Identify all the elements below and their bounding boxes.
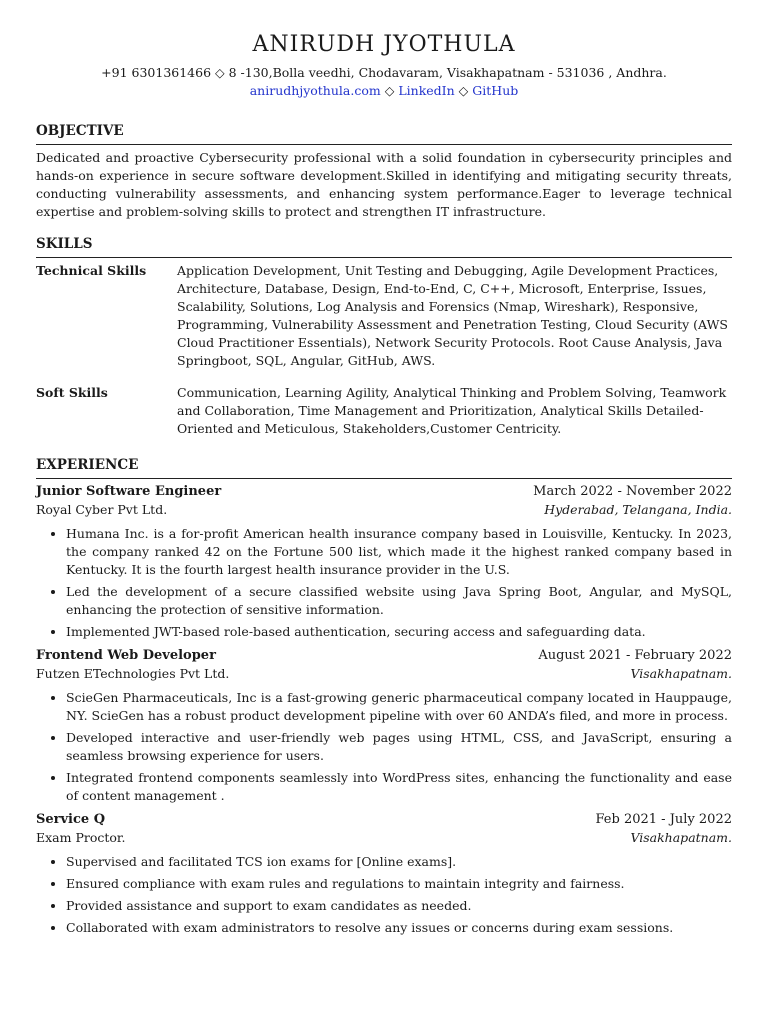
- job-entry: [36, 811, 732, 937]
- bullet-item: • Supervised and facilitated TCS ion exams for [Online exams].: [66, 853, 732, 871]
- link-separator: ◇: [458, 83, 469, 98]
- job-dates: Feb 2021 - July 2022: [595, 812, 732, 827]
- objective-text: Dedicated and proactive Cybersecurity professional with a solid foundation in cybersecurity principles and hands-on experience in secure software development.Skilled in identifying and mitigating security threats, conducting vulnerability assessments, and enhancing system performance.Eager to leverage technical expertise and problem-solving skills to protect and strengthen IT infrastructure.: [36, 150, 732, 219]
- job-header: [36, 811, 732, 829]
- bullet-item: • Developed interactive and user-friendly web pages using HTML, CSS, and JavaScript, ensuring a seamless browsing experience for users.: [66, 729, 732, 765]
- job-location: Hyderabad, Telangana, India.: [544, 502, 732, 517]
- bullet-item: • ScieGen Pharmaceuticals, Inc is a fast-growing generic pharmaceutical company located in Hauppauge, NY. ScieGen has a robust product development pipeline with over 60 ANDA’s filed, and more in process.: [66, 689, 732, 725]
- bullet-item: • Implemented JWT-based role-based authentication, securing access and safeguarding data.: [66, 623, 732, 641]
- job-header: [36, 647, 732, 665]
- website-link[interactable]: anirudhjyothula.com: [249, 83, 381, 98]
- job-bullets: [36, 689, 732, 805]
- job-title: Frontend Web Developer: [36, 648, 216, 663]
- contact-line: +91 6301361466 ◇ 8 -130,Bolla veedhi, Chodavaram, Visakhapatnam - 531036 , Andhra.: [101, 65, 667, 80]
- job-title: Service Q: [36, 812, 106, 827]
- job-title: Junior Software Engineer: [36, 484, 222, 499]
- skill-text: Application Development, Unit Testing and Debugging, Agile Development Practices, Architecture, Database, Design, End-to-End, C, C++, Microsoft, Enterprise, Issues, Scalability, Solutions, Log Analysis and Forensics (Nmap, Wireshark), Responsive, Programming, Vulnerability Assessment and Penetration Testing, Cloud Security (AWS Cloud Practitioner Essentials), Network Security Protocols. Root Cause Analysis, Java Springboot, SQL, Angular, GitHub, AWS.: [177, 263, 728, 368]
- job-subheader: [36, 501, 732, 519]
- github-link[interactable]: GitHub: [472, 83, 519, 98]
- job-entry: [36, 647, 732, 805]
- bullet-item: • Ensured compliance with exam rules and regulations to maintain integrity and fairness.: [66, 875, 732, 893]
- candidate-name: ANIRUDH JYOTHULA: [252, 32, 516, 57]
- job-bullets: [36, 525, 732, 641]
- skill-row-technical: [36, 262, 732, 370]
- section-divider: [36, 478, 732, 479]
- job-company: Exam Proctor.: [36, 830, 126, 845]
- skill-label: Technical Skills: [36, 263, 147, 278]
- skills-section: [36, 235, 732, 438]
- link-separator: ◇: [384, 83, 395, 98]
- section-title-experience: EXPERIENCE: [36, 457, 139, 473]
- skill-row-soft: [36, 384, 732, 438]
- skill-text: Communication, Learning Agility, Analytical Thinking and Problem Solving, Teamwork and Collaboration, Time Management and Prioritization, Analytical Skills Detailed-Oriented and Meticulous, Stakeholders,Customer Centricity.: [177, 385, 727, 436]
- link-row: [36, 82, 732, 100]
- job-company: Royal Cyber Pvt Ltd.: [36, 502, 168, 517]
- bullet-item: • Integrated frontend components seamlessly into WordPress sites, enhancing the functionality and ease of content management .: [66, 769, 732, 805]
- job-location: Visakhapatnam.: [630, 830, 732, 845]
- section-divider: [36, 257, 732, 258]
- bullet-item: • Led the development of a secure classified website using Java Spring Boot, Angular, and MySQL, enhancing the protection of sensitive information.: [66, 583, 732, 619]
- job-subheader: [36, 665, 732, 683]
- job-subheader: [36, 829, 732, 847]
- job-dates: August 2021 - February 2022: [538, 648, 732, 663]
- skill-label: Soft Skills: [36, 385, 108, 400]
- job-company: Futzen ETechnologies Pvt Ltd.: [36, 666, 230, 681]
- bullet-item: • Collaborated with exam administrators to resolve any issues or concerns during exam sessions.: [66, 919, 732, 937]
- section-divider: [36, 144, 732, 145]
- bullet-item: • Humana Inc. is a for-profit American health insurance company based in Louisville, Kentucky. In 2023, the company ranked 42 on the Fortune 500 list, which made it the highest ranked company based in Kentucky. It is the fourth largest health insurance provider in the U.S.: [66, 525, 732, 579]
- objective-section: [36, 122, 732, 221]
- section-title-skills: SKILLS: [36, 236, 93, 252]
- job-location: Visakhapatnam.: [630, 666, 732, 681]
- experience-section: [36, 456, 732, 937]
- section-title-objective: OBJECTIVE: [36, 123, 124, 139]
- job-header: [36, 483, 732, 501]
- bullet-item: • Provided assistance and support to exam candidates as needed.: [66, 897, 732, 915]
- linkedin-link[interactable]: LinkedIn: [398, 83, 455, 98]
- job-dates: March 2022 - November 2022: [533, 484, 732, 499]
- job-entry: [36, 483, 732, 641]
- job-bullets: [36, 853, 732, 937]
